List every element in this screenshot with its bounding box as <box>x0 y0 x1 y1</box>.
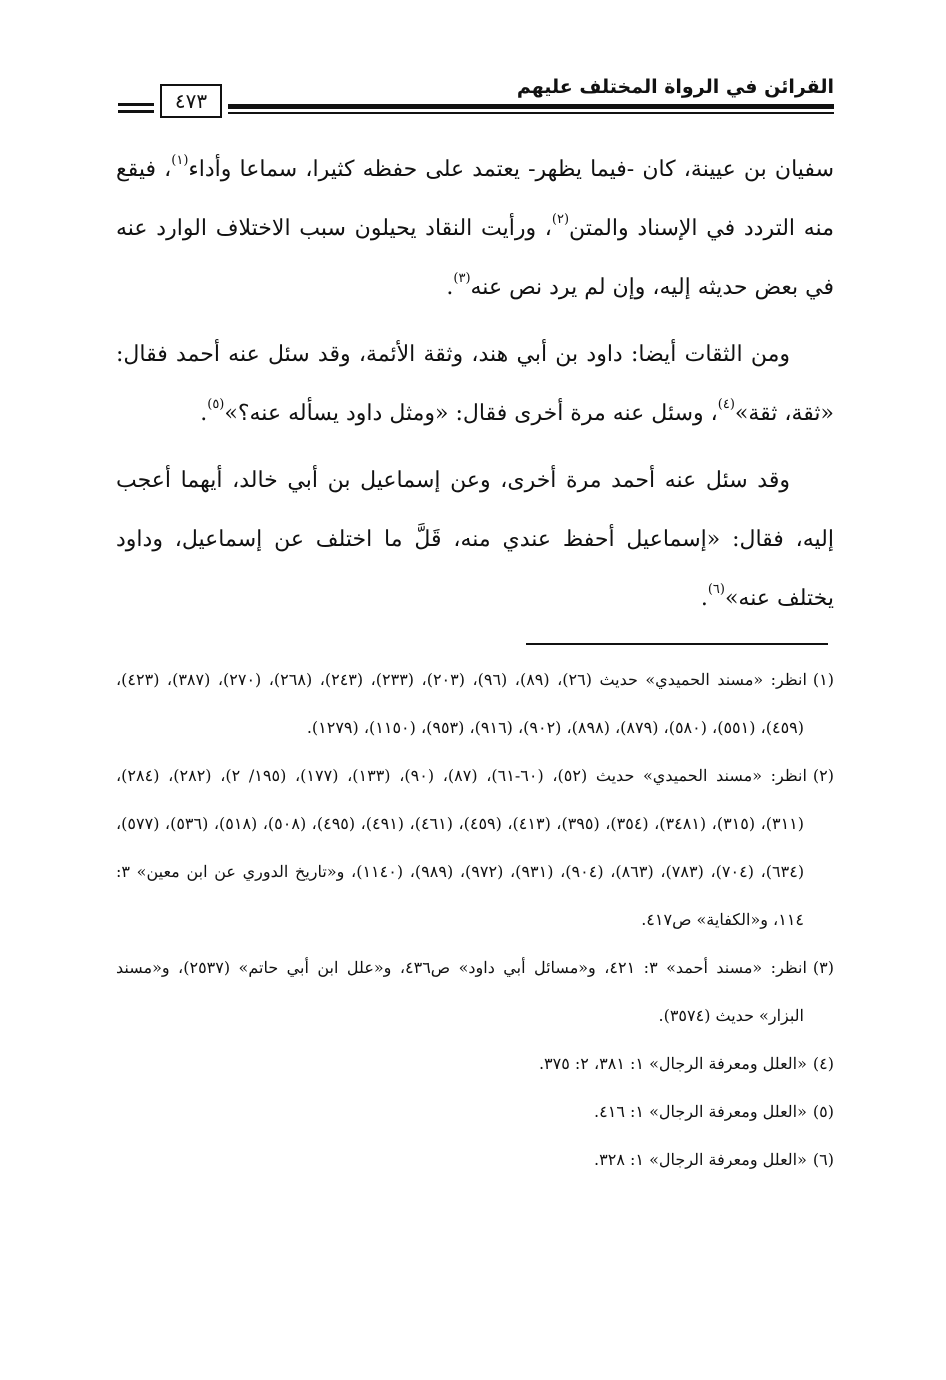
footnote-text: «العلل ومعرفة الرجال» ١: ٣٨١، ٢: ٣٧٥. <box>538 1054 807 1073</box>
paragraph-text: سفيان بن عيينة، كان -فيما يظهر- يعتمد على حفظه كثيرا، سماعا وأداء <box>188 157 834 182</box>
running-title: القرائن في الرواة المختلف عليهم <box>516 76 834 98</box>
footnote-separator <box>526 643 828 645</box>
main-text <box>116 140 834 628</box>
paragraph <box>116 325 834 443</box>
header-rule-left-lower <box>118 110 154 113</box>
footnote-ref[interactable]: (٦) <box>707 582 725 597</box>
footnote <box>116 752 834 944</box>
header-rule-left-upper <box>118 103 154 106</box>
footnote-text: «العلل ومعرفة الرجال» ١: ٤١٦. <box>594 1102 807 1121</box>
footnotes <box>116 656 834 1184</box>
footnote-number: (١) <box>812 670 834 689</box>
paragraph-text: ، ورأيت النقاد يحيلون سبب الاختلاف الوارد عنه في بعض حديثه إليه، وإن لم يرد نص عنه <box>116 216 834 300</box>
paragraph-text: . <box>700 586 708 611</box>
footnote <box>116 1040 834 1088</box>
footnote <box>116 1088 834 1136</box>
footnote-text: انظر: «مسند أحمد» ٣: ٤٢١، و«مسائل أبي داود» ص٤٣٦، و«علل ابن أبي حاتم» (٢٥٣٧)، و«مسند البزار» حديث (٣٥٧٤). <box>116 958 807 1025</box>
footnote <box>116 1136 834 1184</box>
paragraph-text: ، وسئل عنه مرة أخرى فقال: «ومثل داود يسأله عنه؟» <box>224 401 718 426</box>
paragraph <box>116 451 834 628</box>
page-number: ٤٧٣ <box>160 84 222 118</box>
footnote-number: (٦) <box>812 1150 834 1169</box>
footnote-text: «العلل ومعرفة الرجال» ١: ٣٢٨. <box>594 1150 807 1169</box>
paragraph-text: ، فيقع منه التردد في الإسناد والمتن <box>116 157 834 241</box>
footnote-ref[interactable]: (٤) <box>717 397 735 412</box>
header-rule-thin <box>228 112 834 114</box>
paragraph <box>116 140 834 317</box>
header-rule-thick <box>228 104 834 109</box>
footnote <box>116 944 834 1040</box>
paragraph-text: وقد سئل عنه أحمد مرة أخرى، وعن إسماعيل بن أبي خالد، أيهما أعجب إليه، فقال: «إسماعيل أحفظ عندي منه، قَلَّ ما اختلف عن إسماعيل، وداود يختلف عنه» <box>116 468 834 611</box>
footnote-ref[interactable]: (١) <box>171 153 189 168</box>
footnote-text: انظر: «مسند الحميدي» حديث (٥٢)، (٦٠-٦١)، (٨٧)، (٩٠)، (١٣٣)، (١٧٧)، (١٩٥/ ٢)، (٢٨٢)، (٢٨٤)، (٣١١)، (٣١٥)، (٣٤٨١)، (٣٥٤)، (٣٩٥)، (٤١٣)، (٤٥٩)، (٤٦١)، (٤٩١)، (٤٩٥)، (٥٠٨)، (٥١٨)، (٥٣٦)، (٥٧٧)، (٦٣٤)، (٧٠٤)، (٧٨٣)، (٨٦٣)، (٩٠٤)، (٩٣١)، (٩٧٢)، (٩٨٩)، (١١٤٠)، و«تاريخ الدوري عن ابن معين» ٣: ١١٤، و«الكفاية» ص٤١٧. <box>116 766 807 929</box>
paragraph-text: . <box>200 401 208 426</box>
footnote-number: (٢) <box>812 766 834 785</box>
footnote <box>116 656 834 752</box>
footnote-text: انظر: «مسند الحميدي» حديث (٢٦)، (٨٩)، (٩٦)، (٢٠٣)، (٢٣٣)، (٢٤٣)، (٢٦٨)، (٢٧٠)، (٣٨٧)، (٤٢٣)، (٤٥٩)، (٥٥١)، (٥٨٠)، (٨٧٩)، (٨٩٨)، (٩٠٢)، (٩١٦)، (٩٥٣)، (١١٥٠)، (١٢٧٩). <box>116 670 807 737</box>
paragraph-text: ومن الثقات أيضا: داود بن أبي هند، وثقة الأئمة، وقد سئل عنه أحمد فقال: «ثقة، ثقة» <box>116 342 834 426</box>
footnote-number: (٥) <box>812 1102 834 1121</box>
paragraph-text: . <box>446 275 454 300</box>
footnote-number: (٤) <box>812 1054 834 1073</box>
footnote-number: (٣) <box>812 958 835 977</box>
footnote-ref[interactable]: (٥) <box>207 397 225 412</box>
footnote-ref[interactable]: (٢) <box>551 212 570 227</box>
footnote-ref[interactable]: (٣) <box>453 271 471 286</box>
